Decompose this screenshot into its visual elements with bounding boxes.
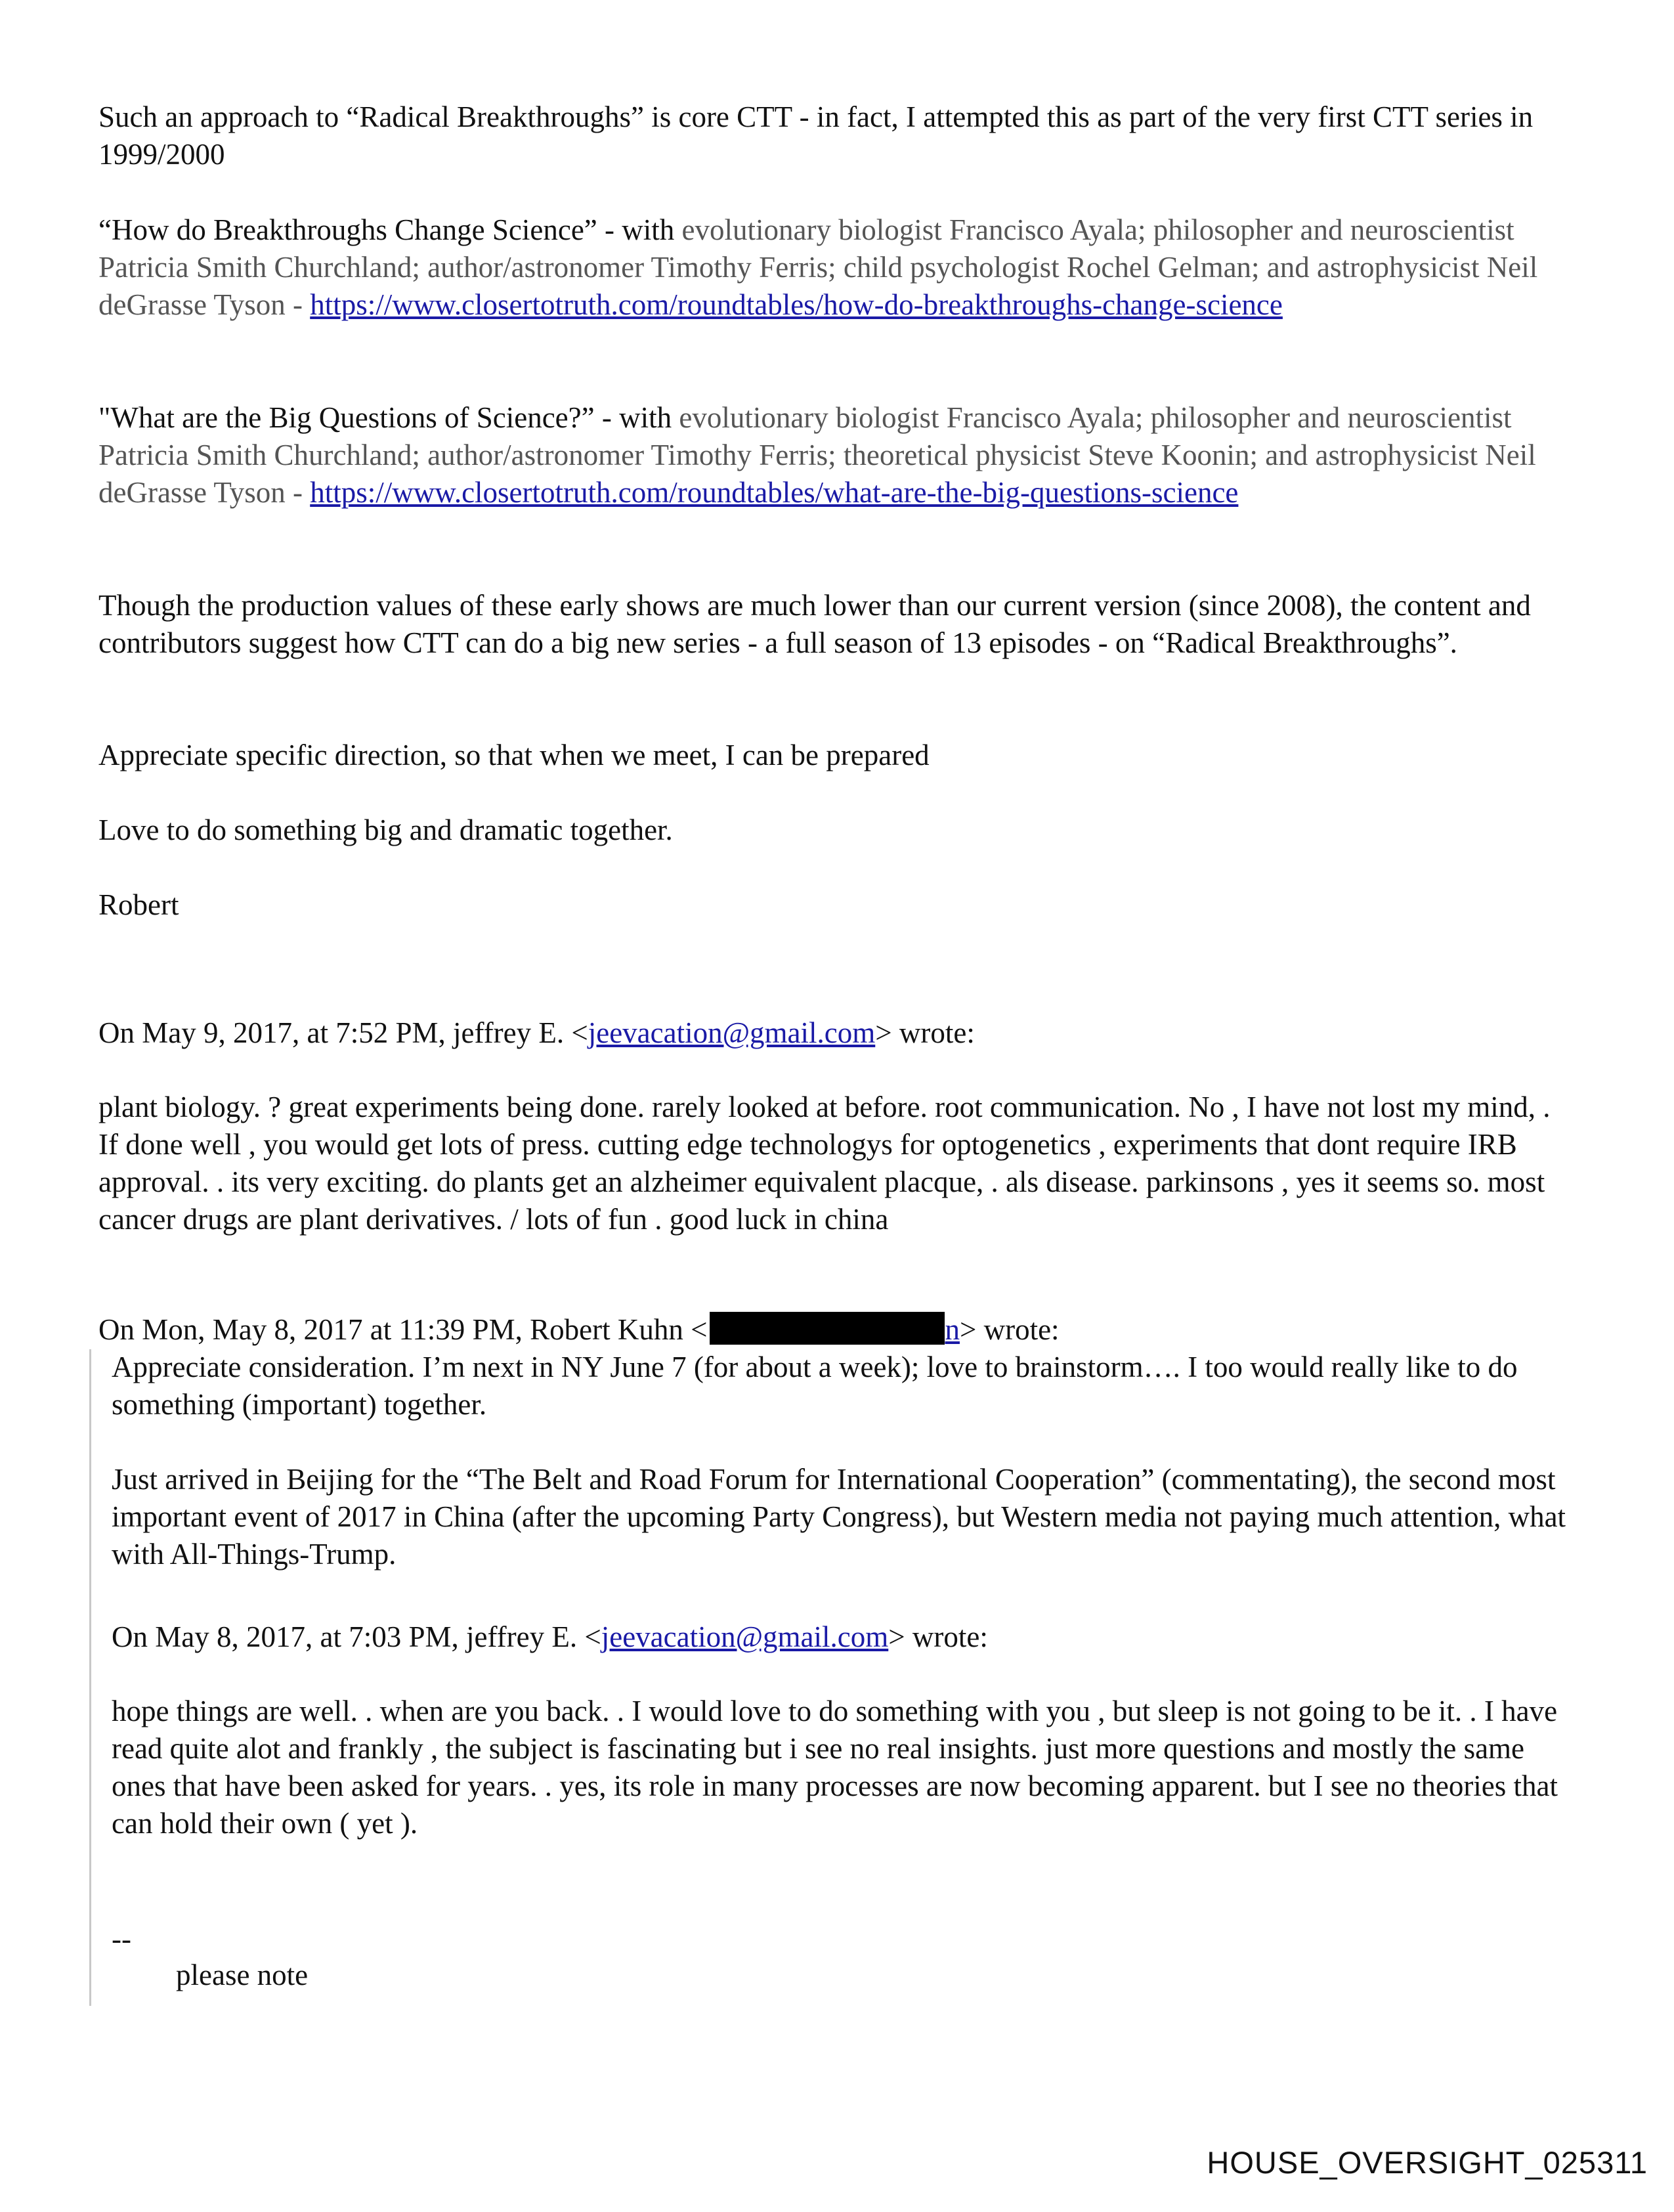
quote-bar xyxy=(89,1349,91,2006)
paragraph-big-dramatic: Love to do something big and dramatic together. xyxy=(98,813,673,846)
reply-header-text: On May 8, 2017, at 7:03 PM, jeffrey E. < xyxy=(112,1620,601,1653)
reply-header-may8-kuhn xyxy=(98,1311,1576,1349)
reply-header-suffix: > wrote: xyxy=(888,1620,988,1653)
reply-body-plant-biology: plant biology. ? great experiments being done. rarely looked at before. root communication. No , I have not lost my mind, . If done well , you would get lots of press. cutting edge technologys for optogenetics , experiments that dont require IRB approval. . its very exciting. do plants get an alzheimer equivalent placque, . als disease. parkinsons , yes it seems so. most cancer drugs are plant derivatives. / lots of fun . good luck in china xyxy=(98,1091,1551,1236)
quoted-body-hope-things: hope things are well. . when are you back. . I would love to do something with you , but sleep is not going to be it. . I have read quite alot and frankly , the subject is fascinating but i see no real insights. just more questions and mostly the same ones that have been asked for years. . yes, its role in many processes are now becoming apparent. but I see no theories that can hold their own ( yet ). xyxy=(112,1695,1558,1840)
reply-header-suffix: > wrote: xyxy=(875,1016,975,1049)
paragraph-radical-breakthroughs: Such an approach to “Radical Breakthroughs” is core CTT - in fact, I attempted this as part of the very first CTT series in 1999/2000 xyxy=(98,100,1534,171)
redaction-box xyxy=(710,1312,945,1345)
reply-header-text: On May 9, 2017, at 7:52 PM, jeffrey E. < xyxy=(98,1016,588,1049)
roundtable-link-breakthroughs[interactable]: https://www.closertotruth.com/roundtables/how-do-breakthroughs-change-science xyxy=(310,288,1283,321)
signature-robert: Robert xyxy=(98,888,179,921)
email-link[interactable]: jeevacation@gmail.com xyxy=(588,1016,876,1049)
paragraph-specific-direction: Appreciate specific direction, so that when we meet, I can be prepared xyxy=(98,739,930,771)
roundtable-title: "What are the Big Questions of Science?” - with xyxy=(98,401,672,434)
email-link[interactable]: jeevacation@gmail.com xyxy=(601,1620,889,1653)
reply-header-text: On Mon, May 8, 2017 at 11:39 PM, Robert Kuhn < xyxy=(98,1313,708,1346)
roundtable-participants: evolutionary biologist Francisco Ayala; philosopher and neuroscientist Patricia Smith Churchland; author/astronomer Timothy Ferris; child psychologist Rochel Gelman; and astrophysicist Neil deGrasse Tyson - xyxy=(98,213,1538,321)
quoted-body-beijing: Just arrived in Beijing for the “The Belt and Road Forum for International Cooperation” (commentating), the second most important event of 2017 in China (after the upcoming Party Congress), but Western media not paying much attention, what with All-Things-Trump. xyxy=(112,1463,1566,1571)
redacted-email-tail[interactable]: n xyxy=(945,1313,960,1346)
paragraph-production-values: Though the production values of these early shows are much lower than our current version (since 2008), the content and contributors suggest how CTT can do a big new series - a full season of 13 episodes - on “Radical Breakthroughs”. xyxy=(98,589,1531,659)
paragraph-breakthroughs-roundtable xyxy=(98,211,1576,324)
quoted-body-consideration: Appreciate consideration. I’m next in NY June 7 (for about a week); love to brainstorm…. I too would really like to do something (important) together. xyxy=(112,1351,1518,1421)
roundtable-link-big-questions[interactable]: https://www.closertotruth.com/roundtables/what-are-the-big-questions-science xyxy=(310,476,1239,509)
paragraph-big-questions-roundtable xyxy=(98,399,1576,511)
roundtable-title: “How do Breakthroughs Change Science” - with xyxy=(98,213,675,246)
bates-number: HOUSE_OVERSIGHT_025311 xyxy=(1207,2145,1648,2180)
reply-header-suffix: > wrote: xyxy=(959,1313,1060,1346)
signature-please-note: please note xyxy=(176,1959,309,1991)
signature-dash: -- xyxy=(112,1922,131,1955)
reply-header-may9 xyxy=(98,1014,1576,1052)
quoted-header-may8-jeffrey xyxy=(112,1618,1582,1656)
roundtable-participants: evolutionary biologist Francisco Ayala; philosopher and neuroscientist Patricia Smith Churchland; author/astronomer Timothy Ferris; theoretical physicist Steve Koonin; and astrophysicist Neil deGrasse Tyson - xyxy=(98,401,1536,509)
